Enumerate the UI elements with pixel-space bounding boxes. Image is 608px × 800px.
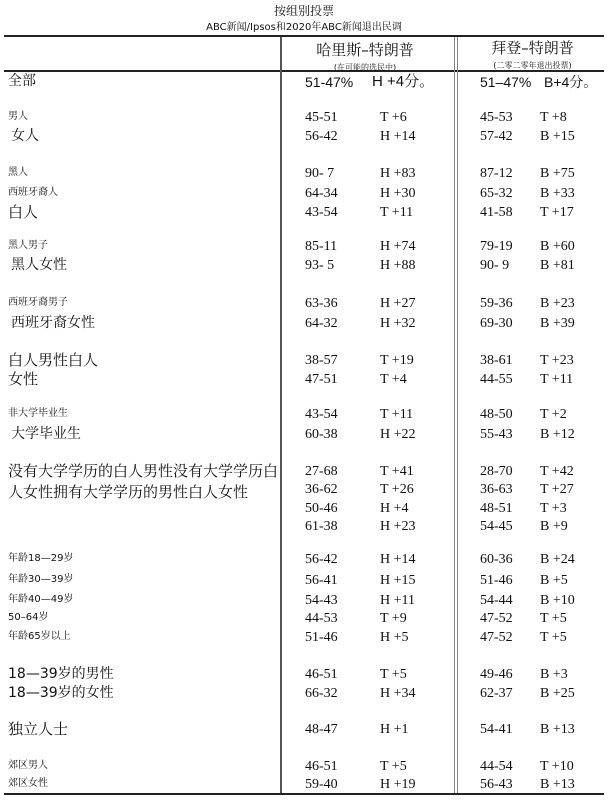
row-label: 西班牙裔人 <box>8 187 58 198</box>
harris-split-cell: 45-51 <box>305 110 338 125</box>
row-label: 白人 <box>8 203 39 221</box>
row-label: 郊区男人 <box>8 760 48 771</box>
biden-split-cell: 54-44 <box>480 593 513 608</box>
harris-split-cell: 27-68 <box>305 464 338 479</box>
column-divider-1 <box>280 37 282 793</box>
row-label: 年龄30—39岁 <box>8 574 74 585</box>
harris-margin-cell: H +1 <box>380 722 409 737</box>
row-label: 非大学毕业生 <box>8 408 68 419</box>
page-subtitle: ABC新闻/Ipsos和2020年ABC新闻退出民调 <box>206 22 402 33</box>
harris-split-cell: 43-54 <box>305 205 338 220</box>
biden-split-cell: 47-52 <box>480 630 513 645</box>
harris-margin-cell: T +5 <box>380 667 407 682</box>
column-header-biden-trump <box>465 37 600 71</box>
harris-margin-cell: H +11 <box>380 593 415 608</box>
biden-split-cell: 62-37 <box>480 686 513 701</box>
harris-margin-cell: T +4 <box>380 372 407 387</box>
biden-margin-cell: T +27 <box>540 482 574 497</box>
row-label: 大学毕业生 <box>11 426 81 442</box>
harris-split-cell: 38-57 <box>305 353 338 368</box>
harris-split-cell: 93- 5 <box>305 258 335 273</box>
biden-margin-cell: T +11 <box>540 372 574 387</box>
biden-split-cell: 51–47% <box>480 74 532 90</box>
harris-split-cell: 56-41 <box>305 573 338 588</box>
row-label: 西班牙裔男子 <box>8 297 68 308</box>
row-label: 黑人女性 <box>11 257 67 273</box>
row-label: 年龄40—49岁 <box>8 594 74 605</box>
biden-split-cell: 49-46 <box>480 667 513 682</box>
harris-split-cell: 48-47 <box>305 722 338 737</box>
biden-margin-cell: B +12 <box>540 427 575 442</box>
row-label: 男人 <box>8 111 28 122</box>
harris-margin-cell: H +88 <box>380 258 416 273</box>
biden-split-cell: 36-63 <box>480 482 513 497</box>
biden-margin-cell: B +3 <box>540 667 568 682</box>
harris-margin-cell: H +74 <box>380 239 416 254</box>
harris-margin-cell: T +9 <box>380 611 407 626</box>
row-label: 黑人 <box>8 167 28 178</box>
biden-split-cell: 51-46 <box>480 573 513 588</box>
harris-split-cell: 56-42 <box>305 552 338 567</box>
harris-split-cell: 61-38 <box>305 519 338 534</box>
biden-margin-cell: T +3 <box>540 501 567 516</box>
row-label: 年龄18—29岁 <box>8 553 74 564</box>
biden-split-cell: 48-51 <box>480 501 513 516</box>
harris-split-cell: 46-51 <box>305 667 338 682</box>
row-label: 18—39岁的男性 <box>8 666 114 682</box>
harris-split-cell: 51-47% <box>305 74 354 90</box>
harris-margin-cell: H +23 <box>380 519 416 534</box>
harris-margin-cell: H +5 <box>380 630 409 645</box>
biden-margin-cell: T +2 <box>540 407 567 422</box>
harris-split-cell: 59-40 <box>305 777 338 792</box>
harris-margin-cell: H +27 <box>380 296 416 311</box>
harris-margin-cell: H +4分。 <box>372 73 435 90</box>
biden-split-cell: 44-54 <box>480 759 513 774</box>
biden-margin-cell: T +23 <box>540 353 574 368</box>
row-label: 独立人士 <box>8 720 69 738</box>
biden-margin-cell: T +5 <box>540 611 567 626</box>
biden-margin-cell: B +5 <box>540 573 568 588</box>
harris-margin-cell: H +83 <box>380 166 416 181</box>
biden-margin-cell: B +9 <box>540 519 568 534</box>
harris-split-cell: 64-32 <box>305 316 338 331</box>
row-label: 郊区女性 <box>8 778 48 789</box>
harris-margin-cell: H +14 <box>380 129 416 144</box>
harris-margin-cell: H +30 <box>380 186 416 201</box>
harris-split-cell: 46-51 <box>305 759 338 774</box>
biden-margin-cell: B +39 <box>540 316 575 331</box>
harris-split-cell: 56-42 <box>305 129 338 144</box>
biden-margin-cell: T +17 <box>540 205 574 220</box>
harris-split-cell: 51-46 <box>305 630 338 645</box>
row-label: 黑人男子 <box>8 240 48 251</box>
biden-split-cell: 65-32 <box>480 186 513 201</box>
harris-margin-cell: H +32 <box>380 316 416 331</box>
row-label: 白人男性白人 <box>8 351 99 369</box>
harris-margin-cell: T +41 <box>380 464 414 479</box>
biden-split-cell: 38-61 <box>480 353 513 368</box>
biden-margin-cell: T +10 <box>540 759 574 774</box>
harris-split-cell: 54-43 <box>305 593 338 608</box>
column-divider-2 <box>454 37 455 793</box>
biden-margin-cell: B +24 <box>540 552 575 567</box>
harris-split-cell: 44-53 <box>305 611 338 626</box>
row-label: 50–64岁 <box>8 612 49 623</box>
page-title: 按组别投票 <box>273 4 334 18</box>
harris-margin-cell: H +4 <box>380 501 409 516</box>
row-label: 女性 <box>8 370 39 388</box>
biden-split-cell: 54-45 <box>480 519 513 534</box>
harris-split-cell: 36-62 <box>305 482 338 497</box>
harris-split-cell: 43-54 <box>305 407 338 422</box>
biden-split-cell: 60-36 <box>480 552 513 567</box>
harris-split-cell: 85-11 <box>305 239 338 254</box>
column-subtitle: (在可能的选民中) <box>333 63 397 72</box>
biden-split-cell: 55-43 <box>480 427 513 442</box>
biden-margin-cell: B +25 <box>540 686 575 701</box>
harris-margin-cell: T +6 <box>380 110 407 125</box>
harris-margin-cell: T +5 <box>380 759 407 774</box>
harris-margin-cell: T +11 <box>380 205 414 220</box>
harris-split-cell: 60-38 <box>305 427 338 442</box>
biden-split-cell: 41-58 <box>480 205 513 220</box>
harris-margin-cell: T +19 <box>380 353 414 368</box>
harris-margin-cell: H +14 <box>380 552 416 567</box>
harris-split-cell: 63-36 <box>305 296 338 311</box>
harris-split-cell: 50-46 <box>305 501 338 516</box>
row-label: 年龄65岁以上 <box>8 631 71 642</box>
column-header-harris-trump <box>290 39 440 73</box>
harris-split-cell: 64-34 <box>305 186 338 201</box>
biden-split-cell: 56-43 <box>480 777 513 792</box>
biden-margin-cell: B +60 <box>540 239 575 254</box>
biden-margin-cell: B +15 <box>540 129 575 144</box>
row-label: 18—39岁的女性 <box>8 685 114 701</box>
biden-margin-cell: T +8 <box>540 110 567 125</box>
biden-split-cell: 28-70 <box>480 464 513 479</box>
biden-margin-cell: B +13 <box>540 722 575 737</box>
harris-margin-cell: T +11 <box>380 407 414 422</box>
row-label: 女人 <box>11 128 39 144</box>
biden-split-cell: 48-50 <box>480 407 513 422</box>
harris-margin-cell: H +34 <box>380 686 416 701</box>
biden-margin-cell: B +13 <box>540 777 575 792</box>
biden-margin-cell: B +10 <box>540 593 575 608</box>
biden-split-cell: 79-19 <box>480 239 513 254</box>
harris-split-cell: 90- 7 <box>305 166 335 181</box>
harris-split-cell: 47-51 <box>305 372 338 387</box>
biden-split-cell: 57-42 <box>480 129 513 144</box>
biden-split-cell: 87-12 <box>480 166 513 181</box>
biden-split-cell: 45-53 <box>480 110 513 125</box>
harris-margin-cell: T +26 <box>380 482 414 497</box>
biden-split-cell: 69-30 <box>480 316 513 331</box>
column-subtitle: (二零二零年退出投票) <box>493 61 572 70</box>
biden-split-cell: 54-41 <box>480 722 513 737</box>
harris-margin-cell: H +22 <box>380 427 416 442</box>
biden-margin-cell: B +33 <box>540 186 575 201</box>
harris-margin-cell: H +19 <box>380 777 416 792</box>
biden-split-cell: 44-55 <box>480 372 513 387</box>
harris-margin-cell: H +15 <box>380 573 416 588</box>
biden-margin-cell: B+4分。 <box>544 74 598 90</box>
biden-split-cell: 47-52 <box>480 611 513 626</box>
column-divider-3 <box>457 37 458 793</box>
row-label: 全部 <box>8 73 36 89</box>
biden-split-cell: 59-36 <box>480 296 513 311</box>
table-bottom-rule <box>4 793 604 795</box>
row-label: 西班牙裔女性 <box>11 315 95 331</box>
biden-margin-cell: B +75 <box>540 166 575 181</box>
biden-margin-cell: B +23 <box>540 296 575 311</box>
biden-margin-cell: B +81 <box>540 258 575 273</box>
biden-split-cell: 90- 9 <box>480 258 510 273</box>
harris-split-cell: 66-32 <box>305 686 338 701</box>
row-label-education-race: 没有大学学历的白人男性没有大学学历白人女性拥有大学学历的男性白人女性 <box>8 462 279 501</box>
biden-margin-cell: T +42 <box>540 464 574 479</box>
column-title: 拜登–特朗普 <box>491 39 574 57</box>
column-title: 哈里斯–特朗普 <box>316 41 414 59</box>
biden-margin-cell: T +5 <box>540 630 567 645</box>
